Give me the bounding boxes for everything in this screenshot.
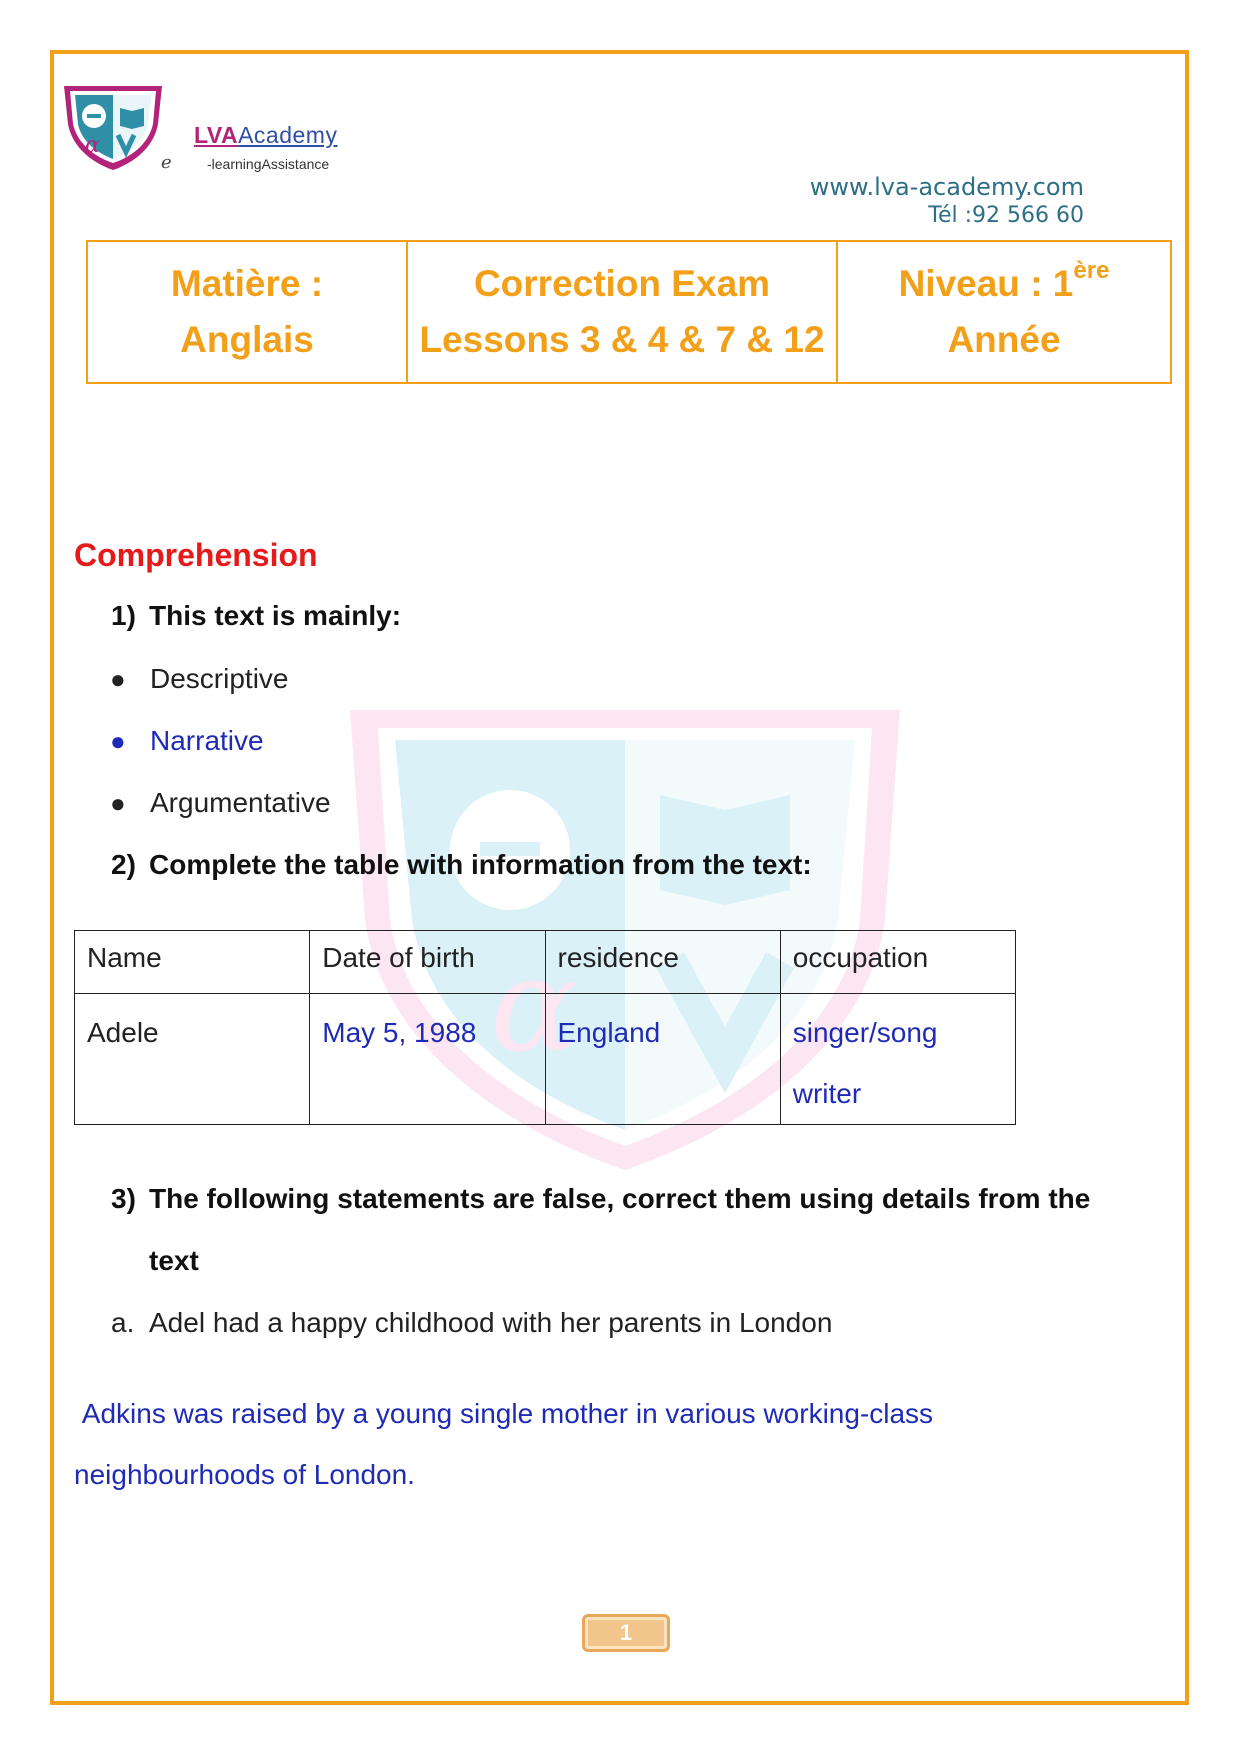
subject-value: Anglais — [180, 319, 314, 360]
level-cell — [837, 241, 1171, 383]
svg-text:α: α — [85, 133, 100, 158]
exam-title-line1: Correction Exam — [473, 263, 771, 304]
title-cell — [407, 241, 837, 383]
section-title: Comprehension — [74, 537, 318, 573]
brand-subtitle: -learningAssistance — [207, 156, 330, 172]
phone-number: Tél :92 566 60 — [928, 203, 1084, 228]
header-occupation: occupation — [780, 931, 1015, 994]
option-narrative — [110, 725, 264, 757]
option-descriptive — [110, 663, 288, 695]
question-1-number: 1) — [111, 600, 136, 631]
info-table — [74, 930, 1016, 1125]
question-2-number: 2) — [111, 849, 136, 880]
question-3-text-cont: text — [149, 1245, 199, 1276]
lva-logo — [58, 80, 168, 172]
cell-date-of-birth: May 5, 1988 — [310, 994, 545, 1125]
question-2 — [111, 849, 812, 881]
page-number: 1 — [582, 1614, 670, 1652]
cell-name: Adele — [75, 994, 310, 1125]
option-argumentative — [110, 787, 331, 819]
table-header-row — [75, 931, 1016, 994]
statement-a — [111, 1307, 832, 1339]
brand-name — [194, 122, 337, 149]
question-1 — [111, 600, 401, 632]
level-label — [844, 256, 1164, 312]
question-3 — [111, 1183, 1090, 1215]
subject-label: Matière : — [170, 263, 324, 304]
cell-residence: England — [545, 994, 780, 1125]
header-name: Name — [75, 931, 310, 994]
header-date-of-birth: Date of birth — [310, 931, 545, 994]
option-label: Narrative — [150, 725, 264, 756]
header-residence: residence — [545, 931, 780, 994]
level-superscript: ère — [1073, 257, 1110, 284]
statement-letter: a. — [111, 1307, 135, 1338]
answer-body: Adkins was raised by a young single mother in various working-class neighbourhoods of London. — [74, 1398, 934, 1490]
brand-academy: Academy — [238, 122, 338, 148]
table-row — [75, 994, 1016, 1125]
question-1-text: This text is mainly: — [149, 600, 402, 631]
brand-lva: LVA — [194, 122, 239, 148]
option-label: Descriptive — [150, 663, 289, 694]
exam-title-line2: Lessons 3 & 4 & 7 & 12 — [419, 319, 825, 360]
cell-occupation: singer/song writer — [780, 994, 1015, 1125]
level-label-text: Niveau : 1 — [898, 263, 1074, 304]
question-2-text: Complete the table with information from the text: — [149, 849, 812, 880]
answer-text — [74, 1383, 1034, 1505]
brand-e: e — [161, 152, 172, 173]
subject-cell — [87, 241, 407, 383]
bullet-icon: ● — [110, 726, 126, 756]
svg-text:α: α — [490, 929, 578, 1081]
bullet-icon: ● — [110, 664, 126, 694]
option-label: Argumentative — [150, 787, 331, 818]
bullet-icon: ● — [110, 788, 126, 818]
statement-text: Adel had a happy childhood with her parents in London — [149, 1307, 833, 1338]
website-url: www.lva-academy.com — [809, 173, 1084, 201]
header-table — [86, 240, 1172, 384]
question-3-text: The following statements are false, correct them using details from the — [149, 1183, 1091, 1214]
level-value: Année — [947, 319, 1061, 360]
question-3-number: 3) — [111, 1183, 136, 1214]
